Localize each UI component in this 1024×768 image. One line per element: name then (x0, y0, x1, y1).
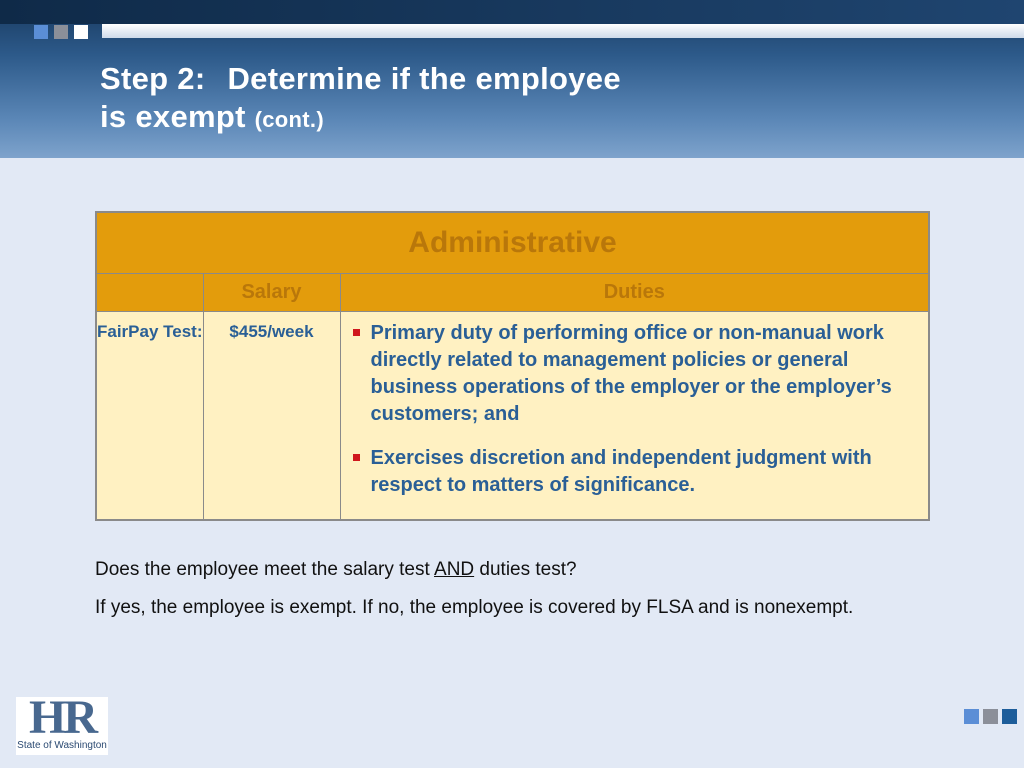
decor-square (74, 25, 88, 39)
hr-logo (16, 691, 108, 755)
decor-square (983, 709, 998, 724)
decor-squares-top (34, 25, 88, 39)
table-title: Administrative (96, 212, 929, 274)
decor-square (54, 25, 68, 39)
table-row (96, 312, 929, 521)
list-item (353, 320, 899, 428)
table-header-row (96, 274, 929, 312)
header-rule (102, 24, 1024, 38)
answer-text: If yes, the employee is exempt. If no, the employee is covered by FLSA and is nonexempt. (95, 597, 854, 618)
hr-logo-letters: HR (29, 691, 95, 744)
list-item (353, 445, 899, 499)
hr-logo-caption: State of Washington (17, 740, 107, 751)
title-line2: is exempt (100, 99, 246, 134)
duties-list (353, 320, 899, 499)
decor-square (1002, 709, 1017, 724)
administrative-table (95, 211, 930, 521)
duties-cell (340, 312, 929, 521)
question-emphasis: AND (434, 559, 475, 580)
bullet-icon (353, 454, 360, 461)
question-text (95, 557, 925, 582)
slide-title (100, 60, 621, 139)
decor-square (964, 709, 979, 724)
question-after: duties test? (474, 559, 577, 580)
title-suffix: (cont.) (254, 107, 324, 132)
decor-square (34, 25, 48, 39)
column-header-duties: Duties (340, 274, 929, 312)
row-label: FairPay Test: (96, 312, 203, 521)
header-band (0, 0, 1024, 158)
title-step: Step 2: (100, 61, 206, 96)
duty-text: Primary duty of performing office or non-manual work directly related to management policies or general business operations of the employer or the employer’s customers; and (370, 322, 892, 425)
table-title-row (96, 212, 929, 274)
salary-value: $455/week (203, 312, 340, 521)
question-before: Does the employee meet the salary test (95, 559, 435, 580)
column-header-blank (96, 274, 203, 312)
duty-text: Exercises discretion and independent judgment with respect to matters of significance. (370, 447, 872, 496)
decor-squares-bottom (964, 709, 1017, 724)
column-header-salary: Salary (203, 274, 340, 312)
bullet-icon (353, 329, 360, 336)
title-line1-rest: Determine if the employee (227, 61, 621, 96)
top-strip (0, 0, 1024, 24)
